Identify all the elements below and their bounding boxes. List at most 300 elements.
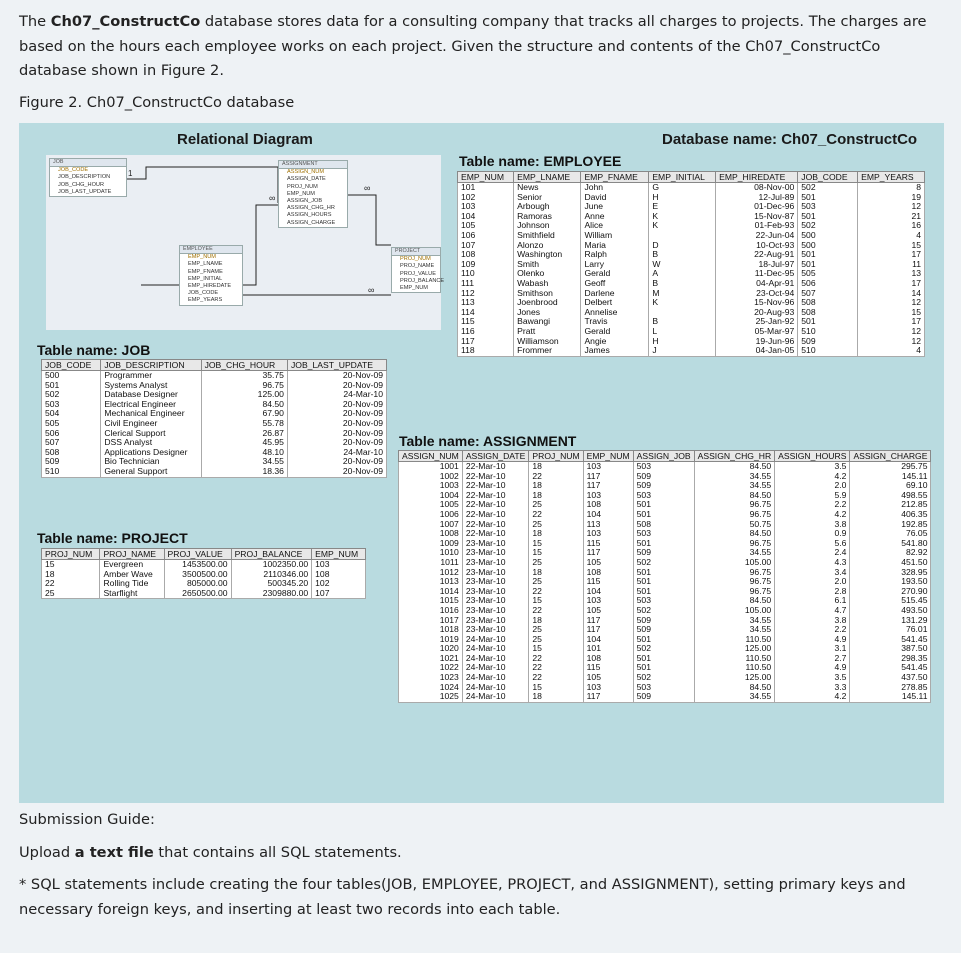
table-cell: 8 [858,183,925,193]
table-cell: Gerald [581,327,649,337]
table-row [458,183,925,193]
table-cell: 18 [529,491,583,501]
table-cell: Travis [581,317,649,327]
table-cell: K [649,298,716,308]
table-cell: 503 [42,400,101,410]
table-cell: Bawangi [514,317,581,327]
table-cell: 84.50 [694,596,775,606]
table-cell: 16 [858,221,925,231]
table-cell: 541.45 [850,663,931,673]
table-cell: Clerical Support [101,429,201,439]
column-header: EMP_NUM [312,549,366,560]
column-header: PROJ_NAME [100,549,164,560]
table-cell: 101 [583,644,633,654]
table-cell: 4.7 [775,606,850,616]
table-cell: 2.7 [775,654,850,664]
entity-field: EMP_LNAME [188,261,223,268]
table-cell: 503 [798,202,858,212]
table-cell: 18 [529,481,583,491]
table-cell: 2110346.00 [231,570,312,580]
table-cell: 25 [529,635,583,645]
table-cell: 25-Jan-92 [716,317,798,327]
table-cell: 5.6 [775,539,850,549]
table-cell: 103 [583,596,633,606]
entity-field: ASSIGN_NUM [287,169,324,176]
table-cell: 22-Aug-91 [716,250,798,260]
table-cell: 22 [529,510,583,520]
table-cell: James [581,346,649,356]
table-cell: 19 [858,193,925,203]
table-cell: 115 [583,539,633,549]
table-cell: 22-Mar-10 [462,520,529,530]
table-cell: 501 [633,568,694,578]
table-cell: 24-Mar-10 [462,644,529,654]
project-table [41,548,366,599]
table-cell: 23-Mar-10 [462,539,529,549]
table-cell: 2.4 [775,548,850,558]
entity-assignment [278,160,348,228]
table-cell: 96.75 [694,568,775,578]
table-cell: 15 [529,596,583,606]
table-row [399,654,931,664]
table-cell: 22 [529,663,583,673]
table-cell: 22 [529,587,583,597]
table-cell: 2.2 [775,625,850,635]
table-cell: Database Designer [101,390,201,400]
table-cell: 04-Jan-05 [716,346,798,356]
table-cell: 101 [458,183,514,193]
table-row [42,448,387,458]
table-cell: 12 [858,202,925,212]
table-cell: 541.45 [850,635,931,645]
table-cell: 504 [42,409,101,419]
entity-field: EMP_INITIAL [188,275,223,282]
table-cell: 103 [583,529,633,539]
table-cell: 34.55 [201,457,287,467]
table-cell: 501 [798,260,858,270]
table-cell: 15-Nov-96 [716,298,798,308]
table-cell: 96.75 [694,587,775,597]
table-cell: 4 [858,231,925,241]
table-cell: 1453500.00 [164,560,231,570]
table-cell: Wabash [514,279,581,289]
table-cell: 145.11 [850,692,931,702]
column-header: EMP_HIREDATE [716,172,798,183]
entity-field: PROJ_NAME [400,263,435,270]
table-cell: 24-Mar-10 [287,390,386,400]
table-cell: 84.50 [201,400,287,410]
table-cell: 108 [312,570,366,580]
table-cell: Alonzo [514,241,581,251]
table-cell: H [649,193,716,203]
table-cell: 108 [583,568,633,578]
table-row [399,462,931,472]
column-header: PROJ_BALANCE [231,549,312,560]
table-cell: 509 [633,692,694,702]
table-row [399,625,931,635]
table-row [458,260,925,270]
table-cell: 3.5 [775,462,850,472]
table-row [458,231,925,241]
table-cell: K [649,221,716,231]
entity-project-title: PROJECT [392,248,440,256]
table-cell: Rolling Tide [100,579,164,589]
table-cell: 1024 [399,683,463,693]
table-cell: 501 [633,510,694,520]
entity-field: EMP_FNAME [188,268,223,275]
table-cell: 501 [633,587,694,597]
column-header: EMP_LNAME [514,172,581,183]
table-cell: 108 [583,500,633,510]
table-cell: Ralph [581,250,649,260]
table-cell: 15 [529,644,583,654]
table-row [399,635,931,645]
table-cell: General Support [101,467,201,477]
table-cell: 509 [633,625,694,635]
table-cell: 503 [633,596,694,606]
table-cell: Pratt [514,327,581,337]
table-cell: 1023 [399,673,463,683]
table-cell: 103 [583,491,633,501]
table-row [399,596,931,606]
table-cell: 105.00 [694,558,775,568]
table-cell: 3.8 [775,616,850,626]
table-cell: 498.55 [850,491,931,501]
table-cell: 192.85 [850,520,931,530]
table-cell: 20-Nov-09 [287,467,386,477]
table-cell: 117 [583,548,633,558]
table-cell: 17 [858,250,925,260]
table-cell: 298.35 [850,654,931,664]
table-cell [649,308,716,318]
column-header: EMP_NUM [458,172,514,183]
table-row [458,269,925,279]
table-cell: 24-Mar-10 [462,663,529,673]
table-cell: Amber Wave [100,570,164,580]
table-cell: 503 [633,683,694,693]
table-cell: 509 [633,481,694,491]
table-cell: 1001 [399,462,463,472]
table-cell: 22 [529,472,583,482]
table-cell: 131.29 [850,616,931,626]
table-cell: 502 [633,606,694,616]
table-cell: L [649,327,716,337]
table-cell: 117 [583,481,633,491]
table-cell: 26.87 [201,429,287,439]
table-cell: 25 [529,500,583,510]
table-row [399,548,931,558]
entity-field: ASSIGN_CHARGE [287,219,336,226]
table-cell: 6.1 [775,596,850,606]
table-cell: 24-Mar-10 [287,448,386,458]
table-cell: 20-Nov-09 [287,419,386,429]
intro-db-name: Ch07_ConstructCo [50,13,201,30]
table-cell: 84.50 [694,491,775,501]
table-cell: 17 [858,279,925,289]
table-row [399,520,931,530]
table-cell: 104 [583,587,633,597]
entity-project [391,247,445,293]
table-cell: 107 [458,241,514,251]
table-cell: 117 [583,616,633,626]
table-cell: 110 [458,269,514,279]
table-cell: 22-Mar-10 [462,529,529,539]
table-cell: 24-Mar-10 [462,635,529,645]
table-row [399,663,931,673]
table-cell: Darlene [581,289,649,299]
upload-text: Upload [19,843,75,861]
table-cell: 105.00 [694,606,775,616]
table-row [399,616,931,626]
figure-panel [19,123,944,803]
table-cell: 12 [858,298,925,308]
table-cell: 1020 [399,644,463,654]
table-cell: 109 [458,260,514,270]
table-row [42,457,387,467]
entity-employee [179,245,243,306]
entity-field: ASSIGN_JOB [287,198,323,205]
table-cell: 22 [529,654,583,664]
table-cell: 18 [529,692,583,702]
table-cell: 19-Jun-96 [716,337,798,347]
table-cell: 01-Dec-96 [716,202,798,212]
table-cell: 1002 [399,472,463,482]
table-cell: 505 [798,269,858,279]
table-cell: 12-Jul-89 [716,193,798,203]
table-cell: 1019 [399,635,463,645]
table-cell: 55.78 [201,419,287,429]
table-cell: 25 [529,558,583,568]
table-cell: 105 [458,221,514,231]
table-cell: 4.3 [775,558,850,568]
table-cell: 15-Nov-87 [716,212,798,222]
table-cell: 23-Mar-10 [462,616,529,626]
table-cell: 24-Mar-10 [462,673,529,683]
table-cell: 1018 [399,625,463,635]
table-cell: 14 [858,289,925,299]
table-cell: 3.1 [775,644,850,654]
table-cell: 501 [798,193,858,203]
submission-guide-label: Submission Guide: [19,811,155,828]
table-cell: 114 [458,308,514,318]
table-cell: 501 [633,635,694,645]
submission-guide [19,808,944,922]
table-cell: 22 [529,606,583,616]
table-cell: 22-Mar-10 [462,462,529,472]
table-row [399,558,931,568]
table-cell: 541.80 [850,539,931,549]
table-cell: DSS Analyst [101,438,201,448]
table-cell: 23-Mar-10 [462,587,529,597]
column-header: PROJ_NUM [42,549,100,560]
table-cell: 22-Mar-10 [462,491,529,501]
table-row [458,279,925,289]
table-cell: Arbough [514,202,581,212]
table-cell: 502 [798,221,858,231]
table-cell: June [581,202,649,212]
table-cell: Williamson [514,337,581,347]
table-cell: 20-Nov-09 [287,438,386,448]
table-cell: 15 [529,548,583,558]
table-row [399,606,931,616]
table-cell: 24-Mar-10 [462,654,529,664]
table-row [458,289,925,299]
table-cell: 112 [458,289,514,299]
entity-field: ASSIGN_CHG_HR [287,205,335,212]
table-cell: 107 [312,589,366,599]
table-row [42,589,366,599]
table-cell: 23-Oct-94 [716,289,798,299]
table-cell: 4.2 [775,472,850,482]
entity-field: PROJ_VALUE [400,270,436,277]
entity-field: PROJ_BALANCE [400,277,445,284]
table-cell: 115 [583,577,633,587]
table-cell: 501 [633,500,694,510]
entity-field: JOB_CHG_HOUR [58,181,105,188]
table-cell: 515.45 [850,596,931,606]
table-cell: 108 [458,250,514,260]
table-cell: Gerald [581,269,649,279]
table-cell: 18.36 [201,467,287,477]
entity-field: EMP_NUM [188,254,216,261]
assignment-table [398,450,931,703]
table-cell: 105 [583,606,633,616]
entity-field: JOB_DESCRIPTION [58,174,111,181]
table-cell: 1005 [399,500,463,510]
table-cell: Applications Designer [101,448,201,458]
table-cell: H [649,337,716,347]
column-header: EMP_INITIAL [649,172,716,183]
table-cell: 84.50 [694,529,775,539]
entity-job [49,158,127,197]
table-cell: 509 [633,472,694,482]
table-cell: Bio Technician [101,457,201,467]
table-row [458,346,925,356]
table-cell: 23-Mar-10 [462,548,529,558]
table-row [458,317,925,327]
table-cell: 125.00 [201,390,287,400]
table-cell: 12 [858,327,925,337]
table-cell: News [514,183,581,193]
table-cell: 103 [312,560,366,570]
table-cell: 20-Aug-93 [716,308,798,318]
table-cell: 111 [458,279,514,289]
rel-many-marker-2: ∞ [364,183,371,193]
table-cell: 501 [798,212,858,222]
table-cell: 96.75 [694,577,775,587]
table-cell: 82.92 [850,548,931,558]
table-cell: 102 [312,579,366,589]
table-cell: 508 [633,520,694,530]
table-cell: 500 [798,241,858,251]
table-row [458,250,925,260]
table-cell: Geoff [581,279,649,289]
table-row [458,298,925,308]
table-cell: 110.50 [694,663,775,673]
table-cell: Smith [514,260,581,270]
table-cell: 451.50 [850,558,931,568]
table-cell: 509 [42,457,101,467]
table-cell: Frommer [514,346,581,356]
table-cell: 328.95 [850,568,931,578]
intro-text-start: The [19,13,51,30]
table-cell: 505 [42,419,101,429]
intro-paragraph [19,10,944,84]
table-cell: 117 [583,472,633,482]
table-row [399,587,931,597]
table-cell: D [649,241,716,251]
table-cell: 3500500.00 [164,570,231,580]
table-cell: 34.55 [694,616,775,626]
intro-text-rest: database stores data for a consulting company that tracks all charges to projects. The charges are based on the hours each employee works on each project. Given the structure and contents of the Ch07_ConstructCo database shown in Figure 2. [19,13,927,79]
table-cell: 510 [798,346,858,356]
table-cell: 145.11 [850,472,931,482]
table-row [458,202,925,212]
table-cell: 2.0 [775,481,850,491]
table-cell: 110.50 [694,635,775,645]
table-cell: 25 [42,589,100,599]
table-cell: 508 [798,298,858,308]
table-cell: 84.50 [694,462,775,472]
table-cell: 193.50 [850,577,931,587]
table-cell: 20-Nov-09 [287,381,386,391]
table-row [42,371,387,381]
table-cell: 1025 [399,692,463,702]
table-row [399,500,931,510]
table-row [42,429,387,439]
table-row [458,212,925,222]
column-header: EMP_YEARS [858,172,925,183]
column-header: ASSIGN_HOURS [775,451,850,462]
table-cell: 34.55 [694,481,775,491]
column-header: ASSIGN_NUM [399,451,463,462]
table-cell: 23-Mar-10 [462,606,529,616]
table-cell: Olenko [514,269,581,279]
table-cell: 502 [633,558,694,568]
table-cell: 503 [633,491,694,501]
table-cell: 18-Jul-97 [716,260,798,270]
table-cell: 35.75 [201,371,287,381]
table-cell: 24-Mar-10 [462,692,529,702]
table-cell: 1007 [399,520,463,530]
table-cell: Jones [514,308,581,318]
table-cell: Angie [581,337,649,347]
table-cell: Larry [581,260,649,270]
table-cell: 103 [458,202,514,212]
table-cell: 1002350.00 [231,560,312,570]
table-cell: 18 [529,462,583,472]
table-cell: 1015 [399,596,463,606]
table-row [399,568,931,578]
table-row [399,577,931,587]
table-cell: 502 [42,390,101,400]
relational-diagram [46,155,445,330]
relational-diagram-title: Relational Diagram [177,131,313,148]
table-cell: 113 [583,520,633,530]
database-name-title: Database name: Ch07_ConstructCo [662,131,918,148]
table-cell: J [649,346,716,356]
table-row [42,400,387,410]
table-cell: 104 [583,635,633,645]
table-cell: 12 [858,337,925,347]
table-cell: 104 [458,212,514,222]
table-cell: 115 [583,663,633,673]
table-cell: Starflight [100,589,164,599]
table-cell: 05-Mar-97 [716,327,798,337]
table-cell: 20-Nov-09 [287,371,386,381]
table-cell: 84.50 [694,683,775,693]
entity-field: JOB_LAST_UPDATE [58,188,112,195]
